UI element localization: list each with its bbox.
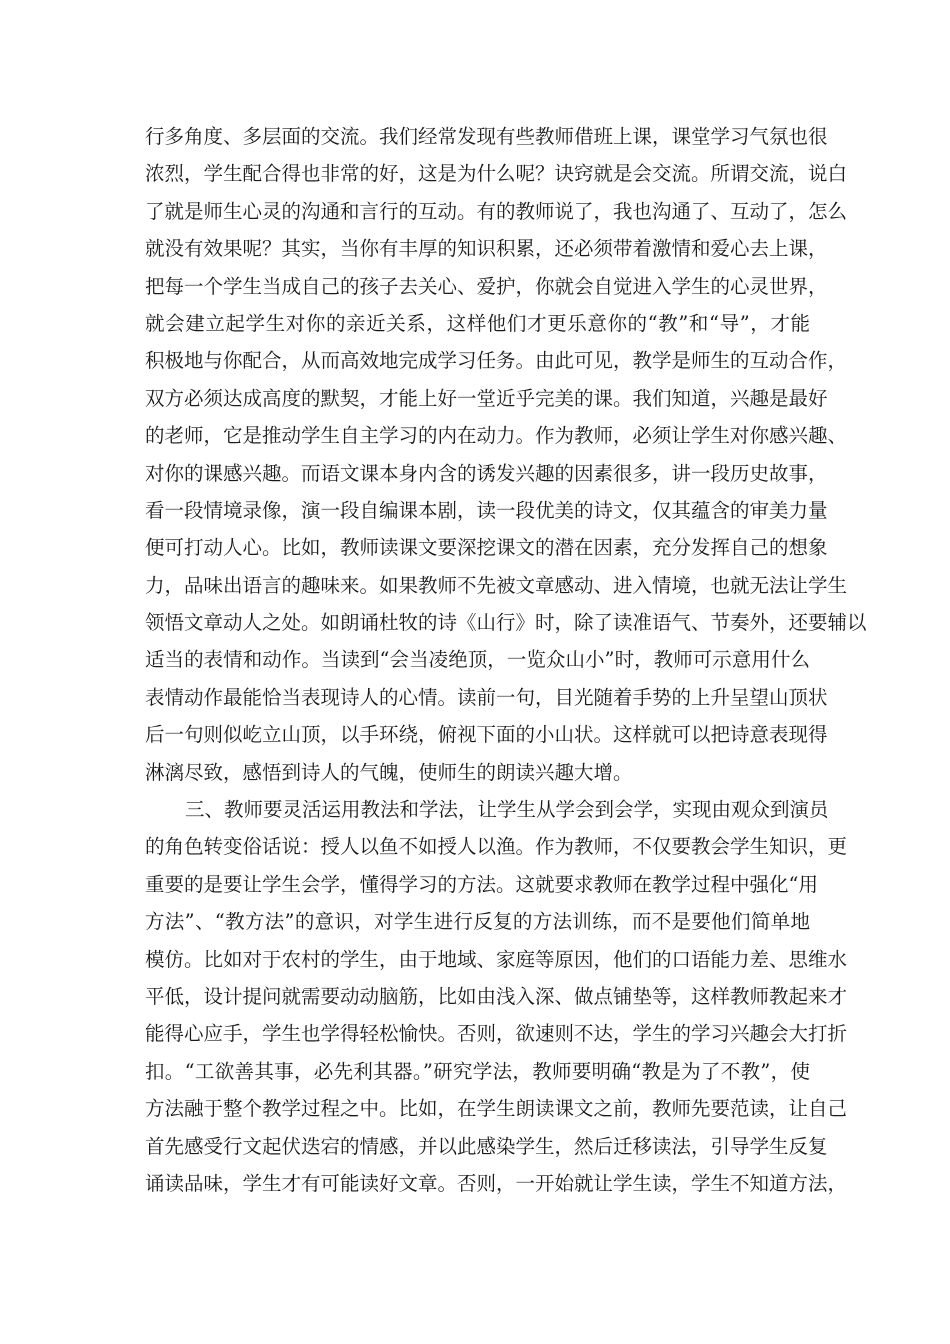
text-line: 看一段情境录像，演一段自编课本剧，读一段优美的诗文，仅其蕴含的审美力量 bbox=[145, 498, 828, 522]
text-line: 诵读品味，学生才有可能读好文章。否则，一开始就让学生读，学生不知道方法， bbox=[145, 1171, 848, 1195]
text-line: 适当的表情和动作。当读到“会当凌绝顶，一览众山小”时，教师可示意用什么 bbox=[145, 648, 810, 672]
text-line: 方法”、“教方法”的意识，对学生进行反复的方法训练，而不是要他们简单地 bbox=[145, 910, 810, 934]
text-line: 对你的课感兴趣。而语文课本身内含的诱发兴趣的因素很多，讲一段历史故事， bbox=[145, 461, 828, 485]
text-line: 方法融于整个教学过程之中。比如，在学生朗读课文之前，教师先要范读，让自己 bbox=[145, 1097, 848, 1121]
text-line: 重要的是要让学生会学，懂得学习的方法。这就要求教师在教学过程中强化“用 bbox=[145, 872, 818, 896]
text-line: 力，品味出语言的趣味来。如果教师不先被文章感动、进入情境，也就无法让学生 bbox=[145, 573, 848, 597]
section-heading-line: 三、教师要灵活运用教法和学法，让学生从学会到会学，实现由观众到演员 bbox=[185, 798, 829, 822]
text-line: 首先感受行文起伏迭宕的情感，并以此感染学生，然后迁移读法，引导学生反复 bbox=[145, 1134, 828, 1158]
text-line: 双方必须达成高度的默契，才能上好一堂近乎完美的课。我们知道，兴趣是最好 bbox=[145, 386, 828, 410]
text-line: 表情动作最能恰当表现诗人的心情。读前一句，目光随着手势的上升呈望山顶状 bbox=[145, 685, 828, 709]
text-line: 后一句则似屹立山顶，以手环绕，俯视下面的小山状。这样就可以把诗意表现得 bbox=[145, 723, 828, 747]
text-line: 便可打动人心。比如，教师读课文要深挖课文的潜在因素，充分发挥自己的想象 bbox=[145, 536, 828, 560]
text-line: 积极地与你配合，从而高效地完成学习任务。由此可见，教学是师生的互动合作， bbox=[145, 349, 848, 373]
text-line: 淋漓尽致，感悟到诗人的气魄，使师生的朗读兴趣大增。 bbox=[145, 760, 633, 784]
text-line: 了就是师生心灵的沟通和言行的互动。有的教师说了，我也沟通了、互动了，怎么 bbox=[145, 199, 848, 223]
text-line: 浓烈，学生配合得也非常的好，这是为什么呢？诀窍就是会交流。所谓交流，说白 bbox=[145, 162, 848, 186]
text-line: 的角色转变俗话说：授人以鱼不如授人以渔。作为教师，不仅要教会学生知识，更 bbox=[145, 835, 848, 859]
text-line: 扣。“工欲善其事，必先利其器。”研究学法，教师要明确“教是为了不教”，使 bbox=[145, 1059, 810, 1083]
text-line: 把每一个学生当成自己的孩子去关心、爱护，你就会自觉进入学生的心灵世界， bbox=[145, 274, 828, 298]
text-line: 行多角度、多层面的交流。我们经常发现有些教师借班上课，课堂学习气氛也很 bbox=[145, 125, 828, 148]
text-line: 能得心应手，学生也学得轻松愉快。否则，欲速则不达，学生的学习兴趣会大打折 bbox=[145, 1022, 848, 1046]
text-line: 领悟文章动人之处。如朗诵杜牧的诗《山行》时，除了读准语气、节奏外，还要辅以 bbox=[145, 611, 867, 635]
text-line: 就会建立起学生对你的亲近关系，这样他们才更乐意你的“教”和“导”，才能 bbox=[145, 311, 810, 335]
text-line: 模仿。比如对于农村的学生，由于地域、家庭等原因，他们的口语能力差、思维水 bbox=[145, 947, 848, 971]
text-line: 平低，设计提问就需要动动脑筋，比如由浅入深、做点铺垫等，这样教师教起来才 bbox=[145, 984, 848, 1008]
text-line: 就没有效果呢？其实，当你有丰厚的知识积累，还必须带着激情和爱心去上课， bbox=[145, 237, 828, 261]
body-text bbox=[145, 118, 867, 1202]
text-line: 的老师，它是推动学生自主学习的内在动力。作为教师，必须让学生对你感兴趣、 bbox=[145, 424, 848, 448]
